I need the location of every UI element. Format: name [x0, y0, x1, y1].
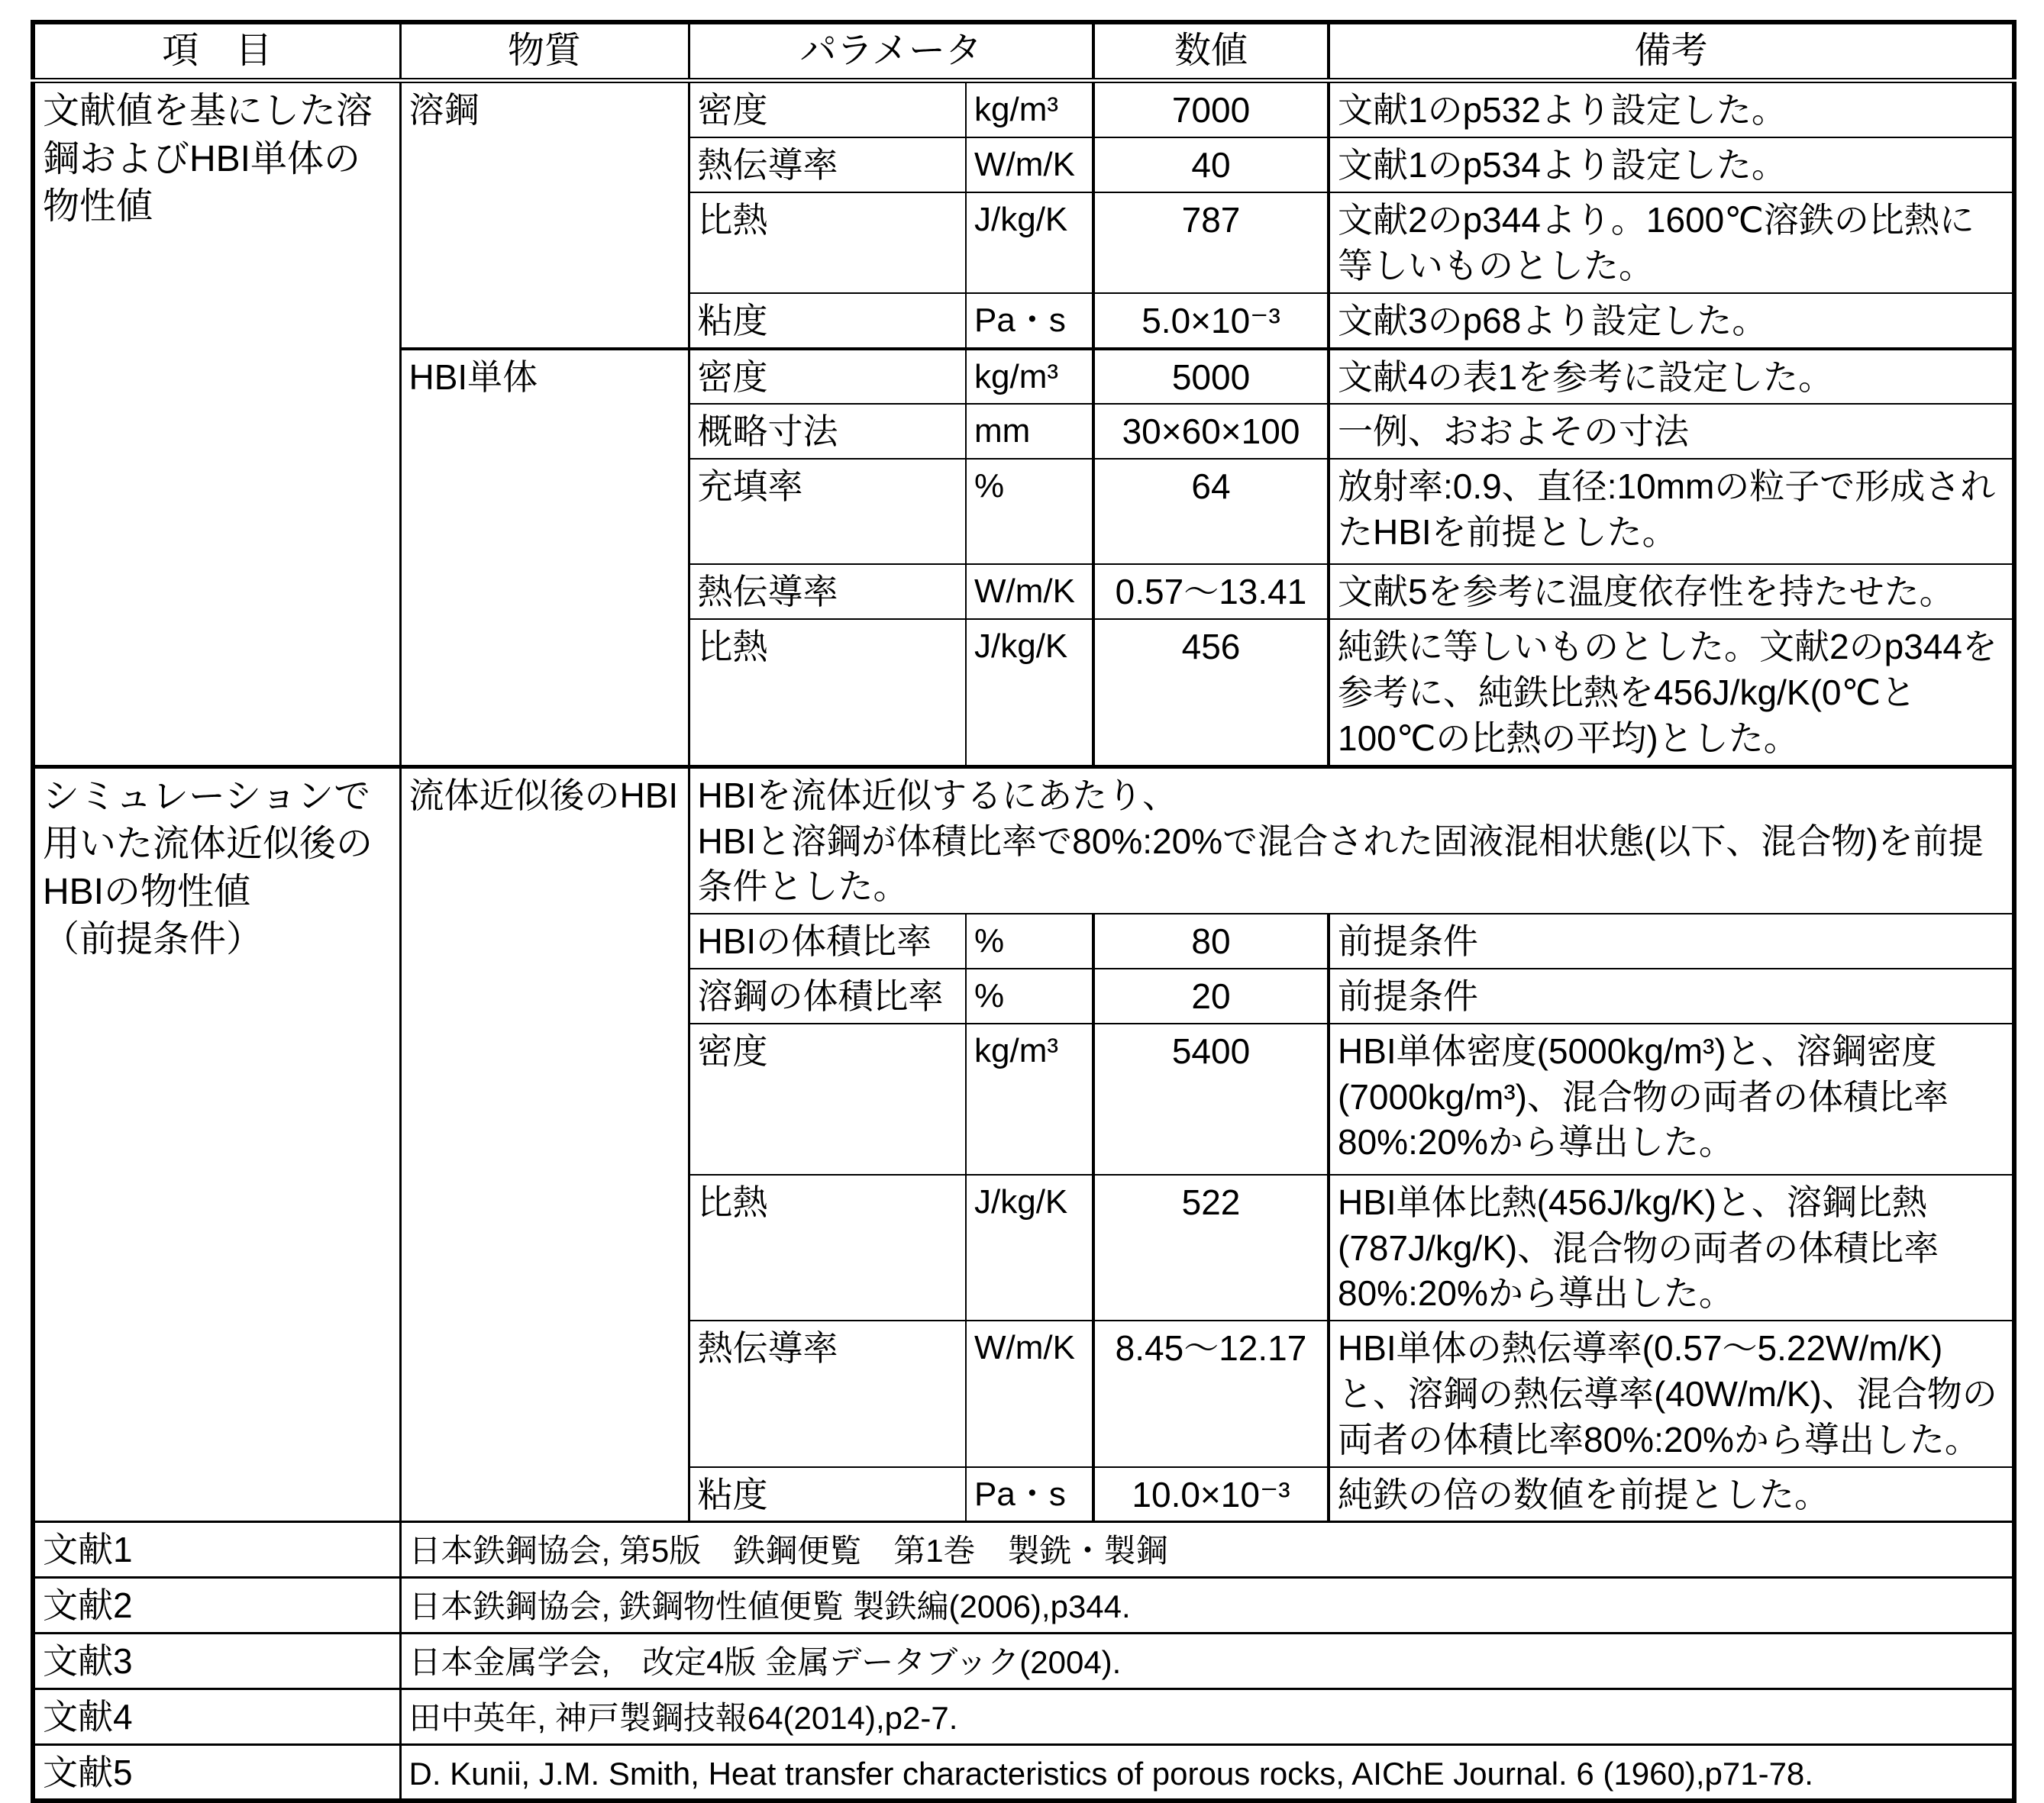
- material-properties-table: [31, 20, 2017, 1803]
- value-cell: 80: [1093, 914, 1329, 969]
- remark-cell: 純鉄の倍の数値を前提とした。: [1329, 1467, 2014, 1522]
- unit-cell: J/kg/K: [966, 619, 1093, 766]
- unit-cell: Pa・s: [966, 1467, 1093, 1522]
- unit-cell: J/kg/K: [966, 192, 1093, 293]
- unit-cell: mm: [966, 404, 1093, 459]
- value-cell: 30×60×100: [1093, 404, 1329, 459]
- substance-cell-fluid-hbi: 流体近似後のHBI: [400, 766, 689, 1522]
- unit-cell: W/m/K: [966, 137, 1093, 192]
- unit-cell: W/m/K: [966, 564, 1093, 619]
- value-cell: 456: [1093, 619, 1329, 766]
- value-cell: 20: [1093, 969, 1329, 1024]
- reference-label: 文献1: [33, 1522, 400, 1578]
- remark-cell: 文献1のp534より設定した。: [1329, 137, 2014, 192]
- unit-cell: kg/m³: [966, 81, 1093, 137]
- substance-cell-molten-steel: 溶鋼: [400, 81, 689, 349]
- reference-text: 日本鉄鋼協会, 第5版 鉄鋼便覧 第1巻 製銑・製鋼: [400, 1522, 2014, 1578]
- remark-cell: HBI単体比熱(456J/kg/K)と、溶鋼比熱(787J/kg/K)、混合物の両者の体積比率80%:20%から導出した。: [1329, 1175, 2014, 1321]
- column-header-value: 数値: [1093, 22, 1329, 81]
- value-cell: 64: [1093, 459, 1329, 564]
- remark-cell: 文献3のp68より設定した。: [1329, 293, 2014, 349]
- reference-label: 文献3: [33, 1633, 400, 1688]
- unit-cell: %: [966, 914, 1093, 969]
- param-cell: 比熱: [689, 1175, 966, 1321]
- param-cell: HBIの体積比率: [689, 914, 966, 969]
- value-cell: 5.0×10⁻³: [1093, 293, 1329, 349]
- column-header-item: 項 目: [33, 22, 400, 81]
- column-header-remarks: 備考: [1329, 22, 2014, 81]
- value-cell: 522: [1093, 1175, 1329, 1321]
- unit-cell: kg/m³: [966, 1024, 1093, 1175]
- reference-text: 日本鉄鋼協会, 鉄鋼物性値便覧 製鉄編(2006),p344.: [400, 1578, 2014, 1634]
- param-cell: 密度: [689, 81, 966, 137]
- unit-cell: W/m/K: [966, 1321, 1093, 1466]
- param-cell: 概略寸法: [689, 404, 966, 459]
- param-cell: 粘度: [689, 293, 966, 349]
- param-cell: 粘度: [689, 1467, 966, 1522]
- remark-cell: 純鉄に等しいものとした。文献2のp344を参考に、純鉄比熱を456J/kg/K(0℃と100℃の比熱の平均)とした。: [1329, 619, 2014, 766]
- value-cell: 7000: [1093, 81, 1329, 137]
- remark-cell: 文献5を参考に温度依存性を持たせた。: [1329, 564, 2014, 619]
- value-cell: 5000: [1093, 349, 1329, 405]
- unit-cell: %: [966, 969, 1093, 1024]
- remark-cell: 放射率:0.9、直径:10mmの粒子で形成されたHBIを前提とした。: [1329, 459, 2014, 564]
- reference-text: 日本金属学会, 改定4版 金属データブック(2004).: [400, 1633, 2014, 1688]
- reference-label: 文献5: [33, 1744, 400, 1801]
- param-cell: 熱伝導率: [689, 137, 966, 192]
- remark-cell: 文献4の表1を参考に設定した。: [1329, 349, 2014, 405]
- param-cell: 密度: [689, 349, 966, 405]
- unit-cell: J/kg/K: [966, 1175, 1093, 1321]
- premise-note-cell: HBIを流体近似するにあたり、 HBIと溶鋼が体積比率で80%:20%で混合された固液混相状態(以下、混合物)を前提条件とした。: [689, 766, 2014, 914]
- reference-label: 文献4: [33, 1688, 400, 1744]
- substance-cell-hbi: HBI単体: [400, 349, 689, 767]
- column-header-substance: 物質: [400, 22, 689, 81]
- remark-cell: 前提条件: [1329, 969, 2014, 1024]
- unit-cell: kg/m³: [966, 349, 1093, 405]
- reference-label: 文献2: [33, 1578, 400, 1634]
- group1-item-cell: 文献値を基にした溶鋼およびHBI単体の物性値: [33, 81, 400, 766]
- value-cell: 8.45～12.17: [1093, 1321, 1329, 1466]
- remark-cell: 文献2のp344より。1600℃溶鉄の比熱に等しいものとした。: [1329, 192, 2014, 293]
- remark-cell: HBI単体の熱伝導率(0.57～5.22W/m/K)と、溶鋼の熱伝導率(40W/m/K)、混合物の両者の体積比率80%:20%から導出した。: [1329, 1321, 2014, 1466]
- remark-cell: 文献1のp532より設定した。: [1329, 81, 2014, 137]
- param-cell: 熱伝導率: [689, 564, 966, 619]
- param-cell: 密度: [689, 1024, 966, 1175]
- reference-text: D. Kunii, J.M. Smith, Heat transfer characteristics of porous rocks, AIChE Journal. 6 (1960),p71-78.: [400, 1744, 2014, 1801]
- column-header-parameter: パラメータ: [689, 22, 1093, 81]
- reference-text: 田中英年, 神戸製鋼技報64(2014),p2-7.: [400, 1688, 2014, 1744]
- group2-item-cell: シミュレーションで用いた流体近似後のHBIの物性値 （前提条件）: [33, 766, 400, 1522]
- remark-cell: HBI単体密度(5000kg/m³)と、溶鋼密度(7000kg/m³)、混合物の両者の体積比率80%:20%から導出した。: [1329, 1024, 2014, 1175]
- value-cell: 10.0×10⁻³: [1093, 1467, 1329, 1522]
- param-cell: 充填率: [689, 459, 966, 564]
- param-cell: 熱伝導率: [689, 1321, 966, 1466]
- unit-cell: %: [966, 459, 1093, 564]
- param-cell: 溶鋼の体積比率: [689, 969, 966, 1024]
- remark-cell: 前提条件: [1329, 914, 2014, 969]
- value-cell: 5400: [1093, 1024, 1329, 1175]
- value-cell: 787: [1093, 192, 1329, 293]
- param-cell: 比熱: [689, 619, 966, 766]
- value-cell: 40: [1093, 137, 1329, 192]
- param-cell: 比熱: [689, 192, 966, 293]
- unit-cell: Pa・s: [966, 293, 1093, 349]
- value-cell: 0.57～13.41: [1093, 564, 1329, 619]
- remark-cell: 一例、おおよその寸法: [1329, 404, 2014, 459]
